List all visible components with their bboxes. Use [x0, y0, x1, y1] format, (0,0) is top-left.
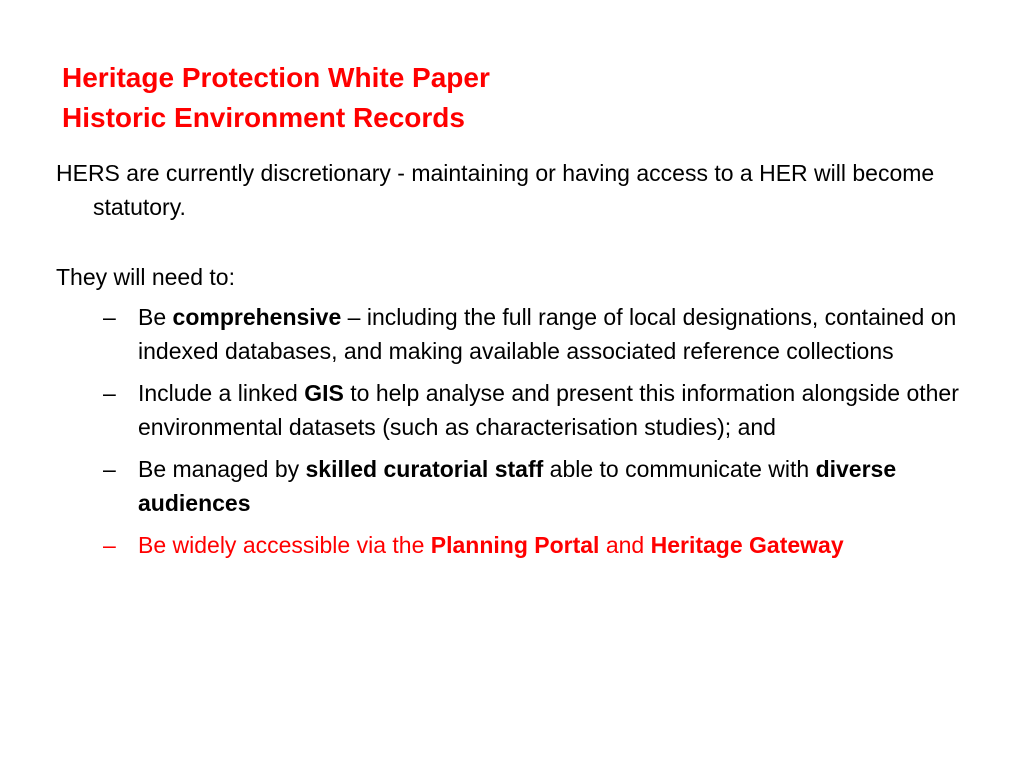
list-item	[56, 376, 976, 444]
bullet-text-pre: Be	[138, 304, 173, 330]
requirements-list	[56, 300, 976, 562]
bullet-text-pre: Include a linked	[138, 380, 305, 406]
bullet-text-bold: comprehensive	[172, 304, 342, 330]
bullet-text-mid: able to communicate with	[543, 456, 816, 482]
bullet-dash: –	[103, 532, 116, 558]
list-item	[56, 300, 976, 368]
bullet-dash: –	[103, 456, 116, 482]
lead-paragraph: They will need to:	[56, 264, 235, 290]
list-item-highlighted	[56, 528, 976, 562]
bullet-dash: –	[103, 380, 116, 406]
bullet-text-post: – including the full range of local designations, contained on indexed databases, and making available associated reference collections	[138, 304, 957, 364]
slide-body	[56, 156, 976, 570]
title-line-2: Historic Environment Records	[62, 102, 465, 133]
intro-paragraph: HERS are currently discretionary - maintaining or having access to a HER will become statutory.	[56, 160, 935, 220]
bullet-dash: –	[103, 304, 116, 330]
bullet-text-bold-2: diverse audiences	[138, 456, 897, 516]
bullet-text-mid: and	[599, 532, 651, 558]
bullet-text-bold: skilled curatorial staff	[305, 456, 544, 482]
slide-title	[62, 58, 962, 138]
bullet-text-post: to help analyse and present this information alongside other environmental datasets (such as characterisation studies); and	[138, 380, 959, 440]
bullet-text-bold-2: Heritage Gateway	[650, 532, 844, 558]
list-item	[56, 452, 976, 520]
bullet-text-pre: Be widely accessible via the	[138, 532, 431, 558]
title-line-1: Heritage Protection White Paper	[62, 62, 490, 93]
bullet-text-pre: Be managed by	[138, 456, 306, 482]
bullet-text-bold: Planning Portal	[430, 532, 600, 558]
bullet-text-bold: GIS	[304, 380, 344, 406]
